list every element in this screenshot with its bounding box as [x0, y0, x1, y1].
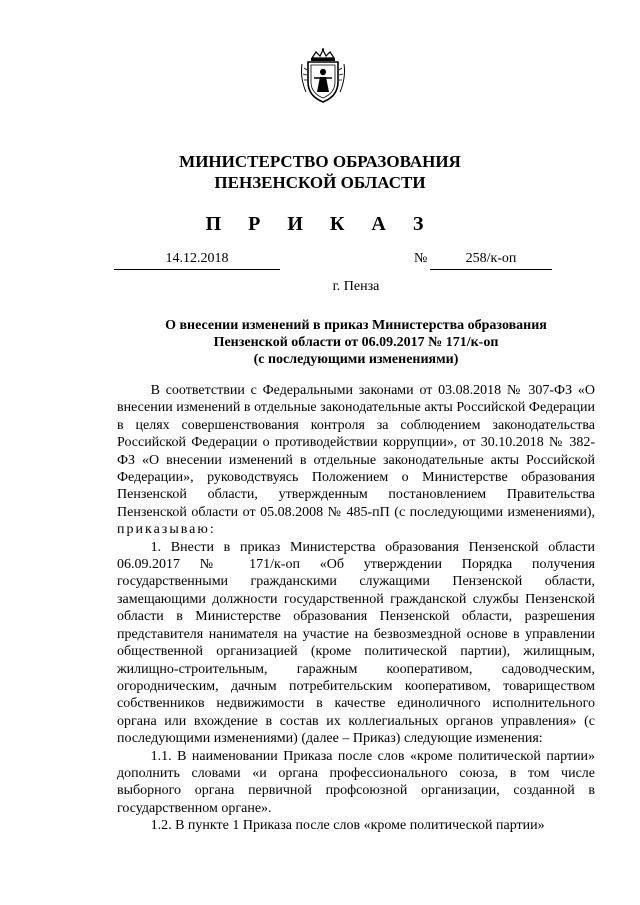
- ministry-name-line1: МИНИСТЕРСТВО ОБРАЗОВАНИЯ: [179, 152, 461, 171]
- document-body: [117, 382, 595, 835]
- document-type: П Р И К А З: [205, 213, 435, 235]
- document-date: 14.12.2018: [165, 251, 229, 266]
- coat-of-arms-emblem: [298, 48, 348, 104]
- document-city: г. Пенза: [332, 279, 380, 294]
- number-underline: [430, 269, 552, 270]
- paragraph-item-1: 1. Внести в приказ Министерства образования Пензенской области 06.09.2017 № 171/к-оп «Об утверждении Порядка получения государственными гражданскими служащими Пензенской области, замещающими должности государственной гражданской службы Пензенской области в Министерстве образования Пензенской области, разрешения представителя нанимателя на участие на безвозмездной основе в управлении общественной организацией (кроме политической партии), жилищным, жилищно-строительным, гаражным кооперативом, садоводческим, огородническим, дачным потребительским кооперативом, товариществом собственников недвижимости в качестве единоличного исполнительного органа или вхождение в состав их коллегиальных органов управления» (с последующими изменениями) (далее – Приказ) следующие изменения:: [117, 539, 595, 747]
- document-title-line1: О внесении изменений в приказ Министерства образования: [165, 318, 547, 333]
- number-sign: №: [414, 251, 428, 266]
- document-title-line3: (с последующими изменениями): [253, 352, 459, 367]
- document-title-line2: Пензенской области от 06.09.2017 № 171/к-оп: [213, 335, 499, 350]
- order-keyword: приказываю:: [117, 522, 216, 538]
- paragraph-item-1-1: 1.1. В наименовании Приказа после слов «кроме политической партии» дополнить словами «и органа профессионального союза, в том числе выборного органа первичной профсоюзной организации, созданной в государственном органе».: [117, 748, 595, 816]
- preamble-text: В соответствии с Федеральными законами от 03.08.2018 № 307-ФЗ «О внесении изменений в отдельные законодательные акты Российской Федерации в целях совершенствования контроля за соблюдением законодательства Российской Федерации о противодействии коррупции», от 30.10.2018 № 382-ФЗ «О внесении изменений в отдельные законодательные акты Российской Федерации», руководствуясь Положением о Министерстве образования Пензенской области, утвержденным постановлением Правительства Пензенской области от 05.08.2008 № 485-пП (с последующими изменениями),: [117, 383, 595, 520]
- date-underline: [114, 269, 280, 270]
- paragraph-item-1-2: 1.2. В пункте 1 Приказа после слов «кроме политической партии»: [150, 818, 545, 834]
- document-number: 258/к-оп: [465, 251, 517, 266]
- paragraph-preamble: [117, 382, 595, 539]
- ministry-name-line2: ПЕНЗЕНСКОЙ ОБЛАСТИ: [214, 173, 426, 192]
